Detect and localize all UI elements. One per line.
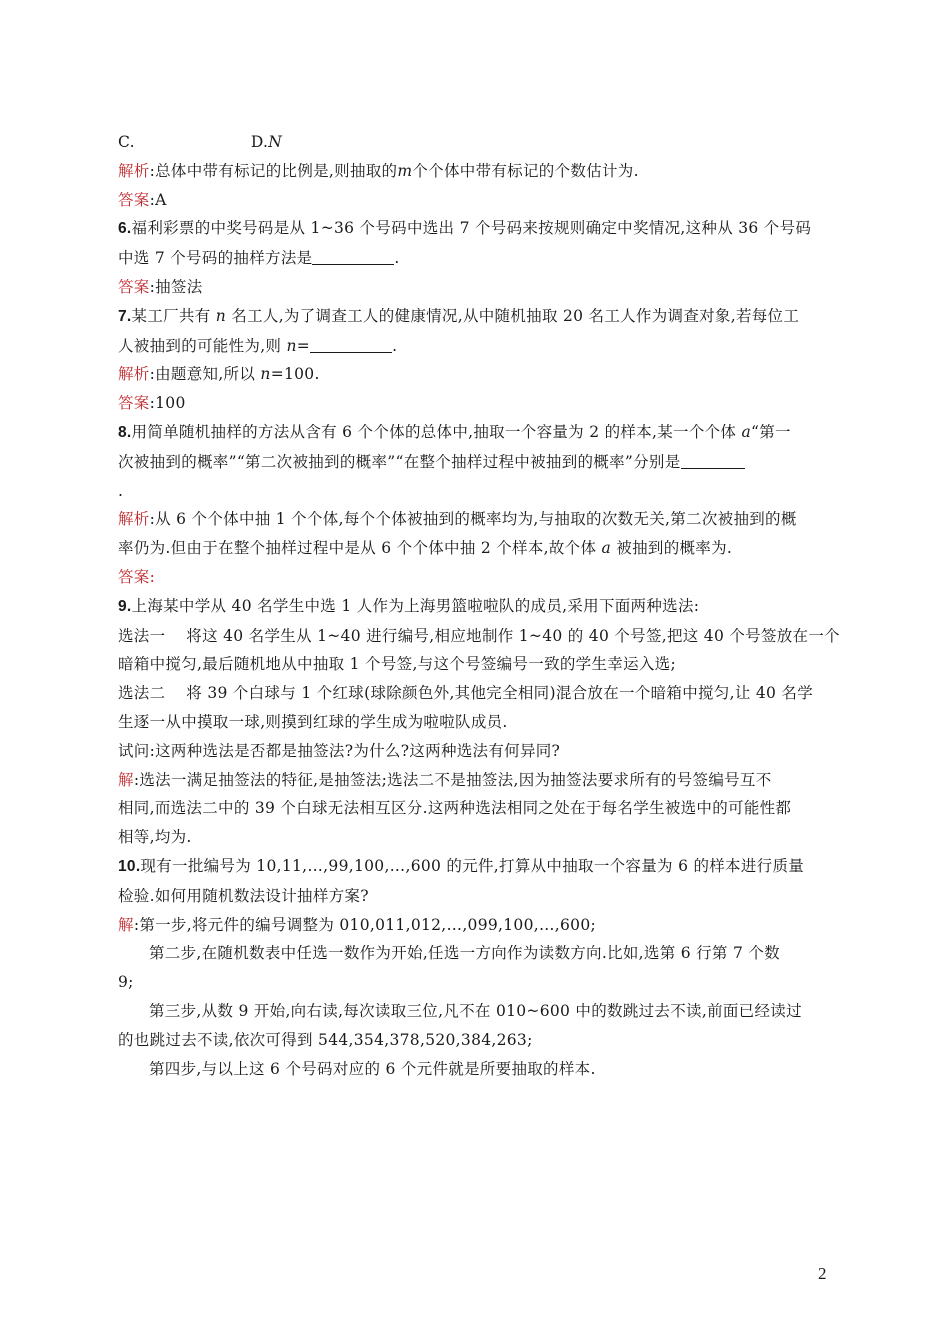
answer-blank <box>310 336 392 353</box>
question-6-line-1 <box>118 214 834 244</box>
question-text: 中选 7 个号码的抽样方法是 <box>118 249 313 268</box>
answer-text: : <box>149 567 156 586</box>
question-6-line-2 <box>118 244 834 273</box>
solution-9-line-2: 相同,而选法二中的 39 个白球无法相互区分.这两种选法相同之处在于每名学生被选中的可能性都 <box>118 799 792 818</box>
answer-text: :抽签法 <box>149 277 203 296</box>
question-8-line-1 <box>118 418 834 448</box>
document-content <box>118 128 840 1083</box>
question-text: “第一 <box>751 422 791 441</box>
answer-label: 答案 <box>118 190 150 209</box>
question-8-line-3 <box>118 477 834 506</box>
answer-label: 答案 <box>118 567 150 586</box>
answer-5 <box>118 186 834 215</box>
analysis-label: 解析 <box>118 161 150 180</box>
analysis-7 <box>118 360 834 389</box>
solution-10-line-2: 第二步,在随机数表中任选一数作为开始,任选一方向作为读数方向.比如,选第 6 行第 7 个数 <box>149 944 780 963</box>
analysis-8-line-2 <box>118 534 834 563</box>
analysis-var: m <box>397 161 413 180</box>
question-var: n <box>286 336 297 355</box>
option-d-var: N <box>268 133 283 151</box>
analysis-5 <box>118 157 834 186</box>
analysis-text: 率仍为.但由于在整个抽样过程中是从 6 个个体中抽 2 个样本,故个体 <box>118 539 602 558</box>
solution-text: :第一步,将元件的编号调整为 010,011,012,…,099,100,…,600; <box>133 915 597 934</box>
answer-text: :100 <box>149 394 186 413</box>
question-7-line-1 <box>118 302 834 332</box>
solution-label: 解 <box>118 915 134 934</box>
question-text: 用简单随机抽样的方法从含有 6 个个体的总体中,抽取一个容量为 2 的样本,某一个个体 <box>131 422 742 441</box>
question-text: 次被抽到的概率”“第二次被抽到的概率”“在整个抽样过程中被抽到的概率”分别是 <box>118 452 681 471</box>
solution-text: :选法一满足抽签法的特征,是抽签法;选法二不是抽签法,因为抽签法要求所有的号签编号互不 <box>133 770 772 789</box>
question-9-line-2: 选法一 将这 40 名学生从 1~40 进行编号,相应地制作 1~40 的 40 个号签,把这 40 个号签放在一个 <box>118 626 840 645</box>
question-7-line-2 <box>118 332 834 361</box>
solution-9-line-1 <box>118 766 834 795</box>
question-text: 人被抽到的可能性为,则 <box>118 336 287 355</box>
question-text: 名工人,为了调查工人的健康情况,从中随机抽取 20 名工人作为调查对象,若每位工 <box>226 306 800 325</box>
solution-10-line-3: 9; <box>118 973 134 992</box>
answer-text: :A <box>149 190 167 209</box>
question-text: = <box>296 336 311 355</box>
solution-10-line-6: 第四步,与以上这 6 个号码对应的 6 个元件就是所要抽取的样本. <box>149 1059 596 1078</box>
analysis-label: 解析 <box>118 365 150 384</box>
question-8-line-2 <box>118 448 834 477</box>
answer-label: 答案 <box>118 394 150 413</box>
solution-10-line-5: 的也跳过去不读,依次可得到 544,354,378,520,384,263; <box>118 1030 533 1049</box>
question-var: n <box>215 306 227 325</box>
question-text: 某工厂共有 <box>131 306 216 325</box>
analysis-var: n <box>260 365 271 384</box>
question-text: 现有一批编号为 10,11,…,99,100,…,600 的元件,打算从中抽取一个容量为 6 的样本进行质量 <box>140 856 805 875</box>
question-number: 6. <box>118 220 132 238</box>
question-10-line-2: 检验.如何用随机数法设计抽样方案? <box>118 886 369 905</box>
question-number: 8. <box>118 423 132 441</box>
analysis-label: 解析 <box>118 510 150 529</box>
question-end: . <box>394 249 400 268</box>
question-9-line-6: 试问:这两种选法是否都是抽签法?为什么?这两种选法有何异同? <box>118 741 561 760</box>
answer-blank <box>312 248 394 265</box>
question-10-line-1 <box>118 852 834 882</box>
question-9-line-3: 暗箱中搅匀,最后随机地从中抽取 1 个号签,与这个号签编号一致的学生幸运入选; <box>118 655 676 674</box>
question-end: . <box>118 481 124 500</box>
analysis-text: :从 6 个个体中抽 1 个个体,每个个体被抽到的概率均为,与抽取的次数无关,第二次被抽到的概 <box>149 510 797 529</box>
page-number: 2 <box>818 1264 827 1283</box>
analysis-var: a <box>601 539 612 558</box>
question-text: 上海某中学从 40 名学生中选 1 人作为上海男篮啦啦队的成员,采用下面两种选法: <box>131 596 700 615</box>
analysis-text: 被抽到的概率为. <box>611 539 733 558</box>
options-line <box>118 128 834 157</box>
solution-10-line-1 <box>118 911 834 940</box>
analysis-text: =100. <box>270 365 320 384</box>
analysis-text: :由题意知,所以 <box>149 365 261 384</box>
question-end: . <box>392 336 398 355</box>
answer-8 <box>118 563 834 592</box>
answer-label: 答案 <box>118 277 150 296</box>
question-9-line-4: 选法二 将 39 个白球与 1 个红球(球除颜色外,其他完全相同)混合放在一个暗箱中搅匀,让 40 名学 <box>118 684 814 703</box>
analysis-text-end: 个个体中带有标记的个数估计为. <box>412 161 639 180</box>
answer-blank <box>681 452 745 469</box>
solution-9-line-3: 相等,均为. <box>118 828 192 847</box>
question-number: 10. <box>118 857 141 875</box>
question-9-line-1 <box>118 592 834 622</box>
question-number: 9. <box>118 597 132 615</box>
analysis-text: :总体中带有标记的比例是,则抽取的 <box>149 161 398 180</box>
question-text: 福利彩票的中奖号码是从 1~36 个号码中选出 7 个号码来按规则确定中奖情况,这种从 36 个号码 <box>131 219 812 238</box>
question-number: 7. <box>118 307 132 325</box>
option-c: C. <box>118 133 135 151</box>
question-var: a <box>741 422 751 441</box>
option-d: D. <box>250 133 269 151</box>
answer-6 <box>118 273 834 302</box>
question-9-line-5: 生逐一从中摸取一球,则摸到红球的学生成为啦啦队成员. <box>118 712 508 731</box>
solution-label: 解 <box>118 770 134 789</box>
answer-7 <box>118 389 834 418</box>
analysis-8-line-1 <box>118 505 834 534</box>
solution-10-line-4: 第三步,从数 9 开始,向右读,每次读取三位,凡不在 010~600 中的数跳过去不读,前面已经读过 <box>149 1001 802 1020</box>
